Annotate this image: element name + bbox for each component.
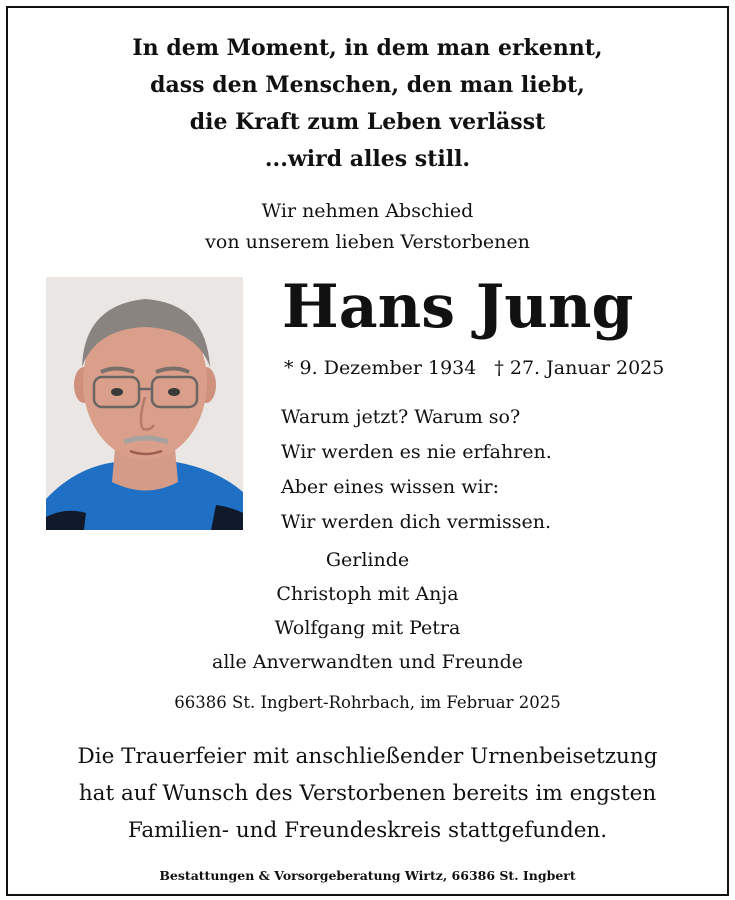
intro-line: In dem Moment, in dem man erkennt, [132,35,603,61]
intro-verse [0,30,735,178]
poem-line: Wir werden dich vermissen. [281,511,551,533]
deceased-name: Hans Jung [282,272,634,342]
farewell-line: Wir nehmen Abschied [261,200,474,222]
poem [281,400,552,540]
notice-line: Die Trauerfeier mit anschließender Urnenbeisetzung [77,744,658,769]
life-dates [284,354,664,382]
farewell-text [0,196,735,258]
farewell-line: von unserem lieben Verstorbenen [205,231,530,253]
poem-line: Aber eines wissen wir: [281,476,500,498]
mourner-line: Wolfgang mit Petra [274,617,461,639]
death-date: † 27. Januar 2025 [494,357,665,379]
mourner-line: alle Anverwandten und Freunde [212,651,523,673]
mourners-list [0,543,735,679]
portrait-photo [46,277,243,530]
notice-line: Familien- und Freundeskreis stattgefunden. [127,818,608,843]
poem-line: Wir werden es nie erfahren. [281,441,552,463]
ceremony-notice [0,738,735,849]
place-and-date: 66386 St. Ingbert-Rohrbach, im Februar 2025 [174,693,561,712]
birth-date: * 9. Dezember 1934 [284,357,477,379]
portrait-illustration [46,277,243,530]
mourner-line: Gerlinde [325,549,410,571]
intro-line: dass den Menschen, den man liebt, [150,72,585,98]
intro-line: die Kraft zum Leben verlässt [189,109,546,135]
poem-line: Warum jetzt? Warum so? [281,406,521,428]
mourner-line: Christoph mit Anja [276,583,459,605]
funeral-home-footer: Bestattungen & Vorsorgeberatung Wirtz, 66386 St. Ingbert [159,868,576,883]
intro-line: ...wird alles still. [264,146,471,172]
notice-line: hat auf Wunsch des Verstorbenen bereits im engsten [78,781,657,806]
